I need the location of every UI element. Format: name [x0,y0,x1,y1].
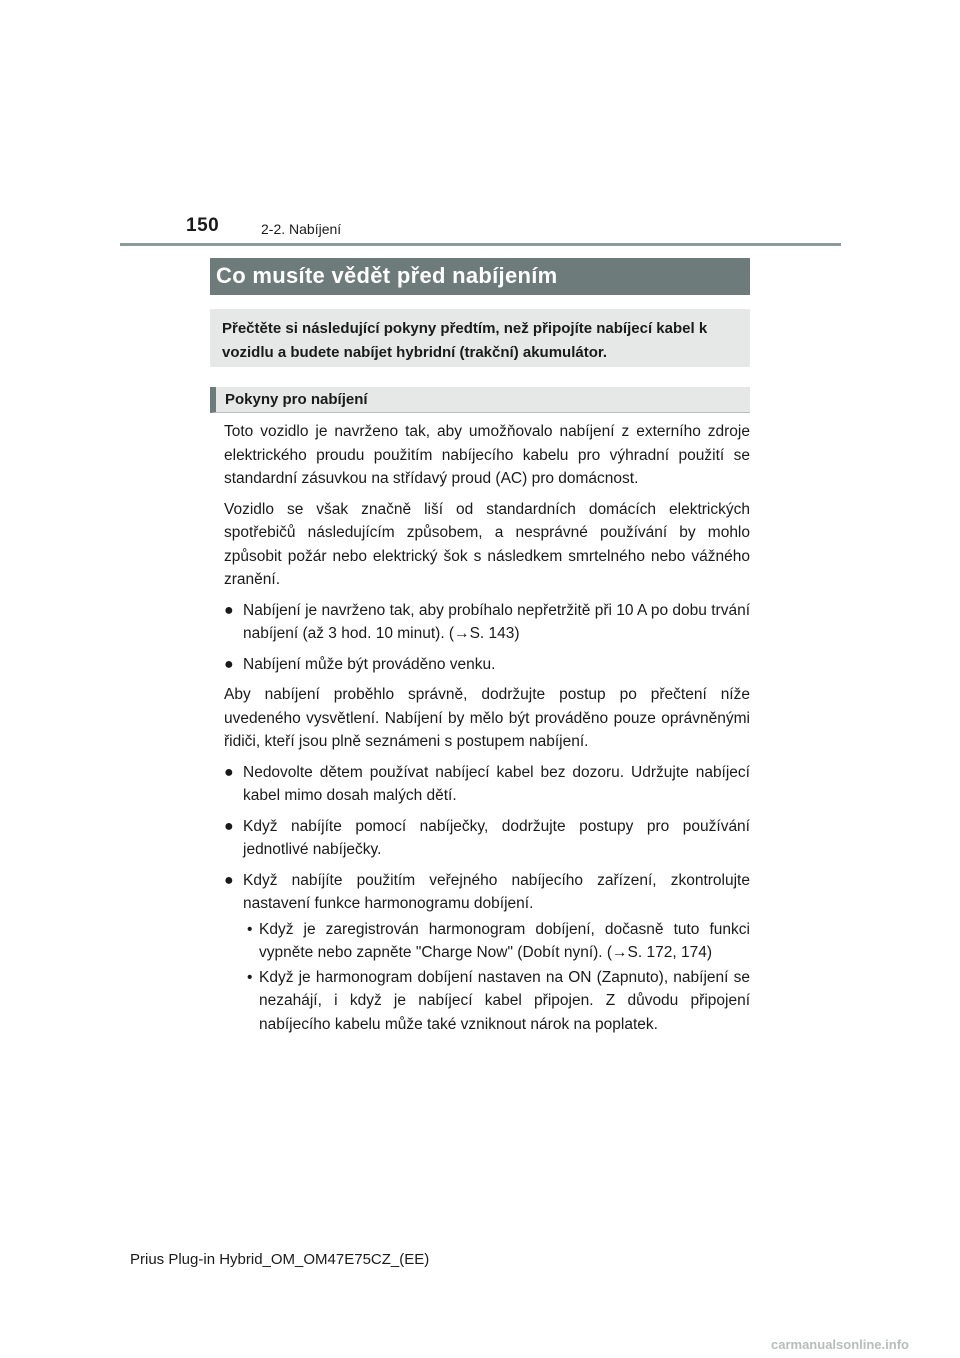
bullet-item [224,653,750,677]
sub-bullet-text: Když je harmonogram dobíjení nastaven na ON (Zapnuto), nabíjení se nezahájí, i když je nabíjecí kabel připojen. Z důvodu připojení nabíjecího kabelu může také vzniknout nárok na poplatek. [259,968,750,1033]
breadcrumb: 2-2. Nabíjení [261,221,342,237]
bullet-icon: ● [224,871,234,889]
sub-bullet-icon: • [247,968,253,986]
document-footer: Prius Plug-in Hybrid_OM_OM47E75CZ_(EE) [130,1251,430,1268]
intro-box: Přečtěte si následující pokyny předtím, než připojíte nabíjecí kabel k vozidlu a budete nabíjet hybridní (trakční) akumulátor. [210,309,750,367]
bullet-icon: ● [224,655,234,673]
section-title: Co musíte vědět před nabíjením [210,258,750,295]
body-text [224,420,750,1037]
bullet-text: Nabíjení je navrženo tak, aby probíhalo nepřetržitě při 10 A po dobu trvání nabíjení (až 3 hod. 10 minut). (→S. 143) [243,601,750,642]
bullet-icon: ● [224,817,234,835]
paragraph: Toto vozidlo je navrženo tak, aby umožňovalo nabíjení z externího zdroje elektrického proudu použitím nabíjecího kabelu pro výhradní použití se standardní zásuvkou na střídavý proud (AC) pro domácnost. [224,423,750,487]
bullet-text: Když nabíjíte použitím veřejného nabíjecího zařízení, zkontrolujte nastavení funkce harmonogramu dobíjení. [243,871,750,912]
paragraph: Vozidlo se však značně liší od standardních domácích elektrických spotřebičů následujícím způsobem, a nesprávné používání by mohlo způsobit požár nebo elektrický šok s následkem smrtelného nebo vážného zranění. [224,500,750,588]
bullet-item [224,815,750,862]
header-divider [120,243,841,246]
paragraph: Aby nabíjení proběhlo správně, dodržujte postup po přečtení níže uvedeného vysvětlení. Nabíjení by mělo být prováděno pouze oprávněnými řidiči, kteří jsou plně seznámeni s postupem nabíjení. [224,686,750,750]
sub-bullet-item [243,966,750,1037]
bullet-text: Nabíjení může být prováděno venku. [243,655,496,673]
bullet-item [224,599,750,646]
bullet-item [224,869,750,916]
bullet-icon: ● [224,763,234,781]
bullet-icon: ● [224,601,234,619]
bullet-item [224,761,750,808]
sub-bullet-text: Když je zaregistrován harmonogram dobíjení, dočasně tuto funkci vypněte nebo zapněte "Charge Now" (Dobít nyní). (→S. 172, 174) [259,920,750,961]
subsection-header: Pokyny pro nabíjení [210,387,750,413]
sub-bullet-item [243,918,750,965]
sub-bullet-icon: • [247,920,253,938]
watermark: carmanualsonline.info [771,1337,909,1352]
page-number: 150 [186,215,220,236]
bullet-text: Když nabíjíte pomocí nabíječky, dodržujte postupy pro používání jednotlivé nabíječky. [243,817,750,858]
bullet-text: Nedovolte dětem používat nabíjecí kabel bez dozoru. Udržujte nabíjecí kabel mimo dosah malých dětí. [243,763,750,804]
